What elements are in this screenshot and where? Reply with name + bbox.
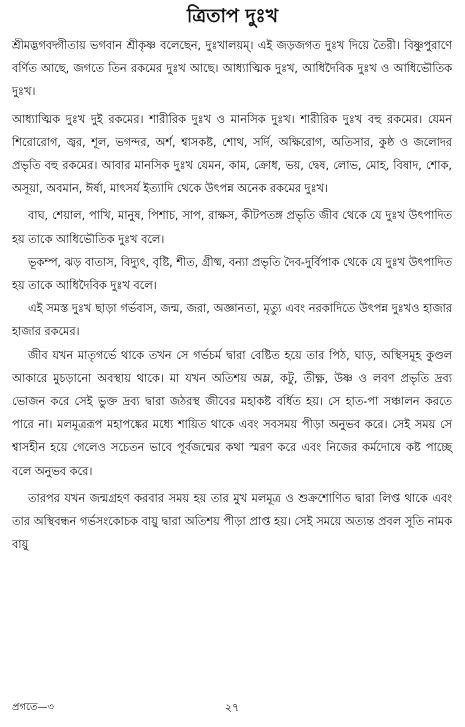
paragraph-intro: শ্রীমদ্ভগবদ্গীতায় ভগবান শ্রীকৃষ্ণ বলেছেন, দুঃখালয়ম্। এই জড়জগত দুঃখ দিয়ে তৈরী। বিষ্ণুপুরাণে বর্ণিত আছে, জগতে তিন রকমের দুঃখ আছে। আধ্যাত্মিক দুঃখ, আধিদৈবিক দুঃখ ও আধিভৌতিক দুঃখ। <box>12 39 452 99</box>
paragraph-adhibhautik: বাঘ, শেয়াল, পাখি, মানুষ, পিশাচ, সাপ, রাক্ষস, কীটপতঙ্গ প্রভৃতি জীব থেকে যে দুঃখ উৎপাদিত হয় তাকে আধিভৌতিক দুঃখ বলে। <box>12 209 452 246</box>
footer-signature: প্রগতে—৩ <box>12 702 55 713</box>
document-body <box>12 34 452 556</box>
page-footer <box>12 698 452 718</box>
page-title: ত্রিতাপ দুঃখ <box>186 5 279 27</box>
paragraph-womb: জীব যখন মাতৃগর্ভে থাকে তখন সে গর্ভচর্ম দ্বারা বেষ্টিত হয়ে তার পিঠ, ঘাড়, অস্থিসমূহ কুণ্ডল আকারে মুচড়ানো অবস্থায় থাকে। মা যখন অতিশয় অম্ল, কটু, তীক্ষ্ণ, উষ্ণ ও লবণ প্রভৃতি দ্রব্য ভোজন করে সেই ভুক্ত দ্রব্য দ্বারা জঠরস্থ জীবের মহাকষ্ট বর্ধিত হয়। সে হাত-পা সঞ্চালন করতে পারে না। মলমূত্ররূপ মহাপঙ্কের মধ্যে শায়িত থাকে এবং সবসময় পীড়া অনুভব করে। সেই সময় সে শ্বাসহীন হয়ে গেলেও সচেতন ভাবে পূর্বজন্মের কথা স্মরণ করে এবং নিজের কর্মদোষে কষ্ট পাচ্ছে বলে অনুভব করে। <box>12 348 452 478</box>
paragraph-other-sorrows: এই সমস্ত দুঃখ ছাড়া গর্ভবাস, জন্ম, জরা, অজ্ঞানতা, মৃত্যু এবং নরকাদিতে উৎপন্ন দুঃখও হাজার হাজার রকমের। <box>12 302 452 339</box>
paragraph-adhyatmik: আধ্যাত্মিক দুঃখ দুই রকমের। শারীরিক দুঃখ ও মানসিক দুঃখ। শারীরিক দুঃখ বহু রকমের। যেমন শিরোরোগ, জ্বর, শূল, ভগন্দর, অর্শ, শ্বাসকষ্ট, শোথ, সর্দি, অক্ষিরোগ, অতিসার, কুষ্ঠ ও জলোদর প্রভৃতি বহু রকমের। আবার মানসিক দুঃখ যেমন, কাম, ক্রোধ, ভয়, দ্বেষ, লোভ, মোহ, বিষাদ, শোক, অসূয়া, অবমান, ঈর্ষা, মাৎসর্য ইত্যাদি থেকে উৎপন্ন অনেক রকমের দুঃখ। <box>12 112 452 196</box>
paragraph-adhidaivik: ভূকম্প, ঝড় বাতাস, বিদ্যুৎ, বৃষ্টি, শীত, গ্রীষ্ম, বন্যা প্রভৃতি দৈব-দুর্বিপাক থেকে যে দুঃখ উৎপাদিত হয় তাকে আধিদৈবিক দুঃখ বলে। <box>12 255 452 293</box>
paragraph-birth: তারপর যখন জন্মগ্রহণ করবার সময় হয় তার মুখ মলমূত্র ও শুক্রশোণিত দ্বারা লিপ্ত থাকে এবং তার অস্থিবন্ধন গর্ভসংকোচক বায়ু দ্বারা অতিশয় পীড়া প্রাপ্ত হয়। সেই সময়ে অত্যন্ত প্রবল সূতি নামক বায়ু <box>12 491 452 552</box>
page-number: ২৭ <box>224 701 240 714</box>
